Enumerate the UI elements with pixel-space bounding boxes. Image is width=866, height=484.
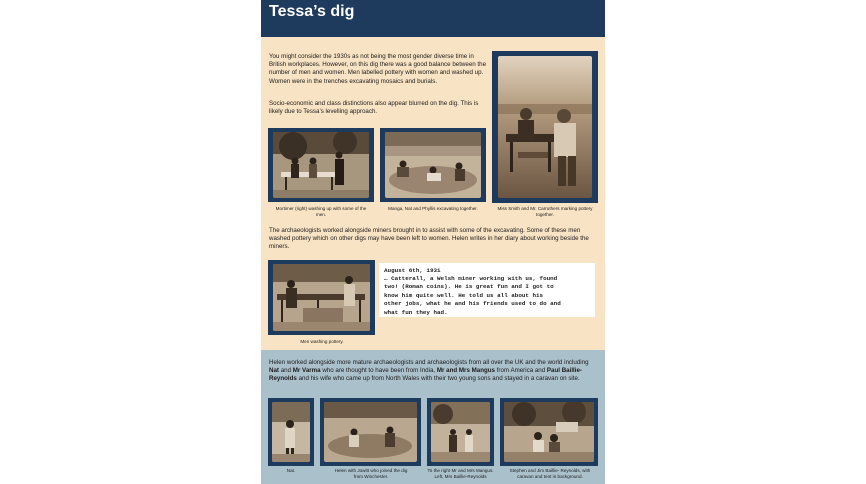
miners-paragraph: The archaeologists worked alongside miners brought in to assist with some of the excavating. Some of these men washed pottery which on other digs may have been left to women. Helen writes in her diary about working beside the miners.: [269, 227, 589, 251]
photo-men-washing: [273, 264, 370, 331]
name-mangus: Mr and Mrs Mangus: [436, 367, 495, 375]
photo-frame-nat: [268, 398, 314, 466]
caption-men-washing: Men washing pottery.: [300, 339, 344, 344]
caption-stephen: Stephen and Jim Baillie- Reynolds, with caravan and tent in background.: [509, 468, 591, 479]
caption-nat: Nat.: [286, 468, 296, 473]
diary-line: two! (Roman coins). He is great fun and I got to: [384, 283, 554, 291]
photo-stephen-jim: [504, 402, 594, 462]
diary-line: … Catterall, a Welsh miner working with us, found: [384, 275, 558, 282]
title-bar: [261, 0, 605, 37]
caption-mangus: To the right Mr and Mrs Mangus. Left, Mrs Baillie-Reynolds: [427, 468, 494, 479]
photo-frame-men: [268, 260, 375, 335]
photo-frame-mangus: [427, 398, 494, 466]
text-segment: and his wife who came up from North Wales with their two young sons and stayed in a caravan on site.: [296, 375, 580, 383]
diary-line: know him quite well. He told us all about his: [384, 291, 544, 299]
photo-frame-helen: [320, 398, 421, 466]
text-segment: and: [278, 367, 293, 375]
photo-mangus: [431, 402, 490, 462]
diary-date: August 6th, 1931: [384, 267, 441, 274]
text-segment: Helen worked alongside more mature archaeologists and archaeologists from all over the UK and the world including: [269, 359, 589, 366]
text-segment: who are thought to have been from India,: [320, 367, 437, 375]
gender-section: [261, 37, 605, 350]
photo-frame-smith: [492, 51, 598, 203]
poster: [261, 0, 605, 484]
name-varma: Mr Varma: [292, 367, 321, 375]
photo-manga-nat-phyllis: [385, 132, 481, 198]
caption-helen: Helen with Jowitt who joined the dig from Winchester.: [334, 468, 408, 479]
photo-helen-jowitt: [324, 402, 417, 462]
text-segment: from America and: [494, 367, 547, 375]
caption-manga: Manga, Nat and Phyllis excavating together.: [388, 206, 478, 211]
diversity-paragraph: [269, 359, 599, 384]
diversity-section: [261, 350, 605, 484]
intro-paragraph-2: Socio-economic and class distinctions also appear blurred on the dig. This is likely due to Tessa’s levelling approach.: [269, 100, 479, 116]
photo-smith-carruthers: [498, 56, 592, 198]
page-title: Tessa’s dig: [269, 3, 355, 20]
name-baillie-reynolds: Paul Baillie-Reynolds: [269, 367, 582, 383]
diary-text: [384, 275, 594, 317]
photo-frame-mortimer: [268, 128, 374, 202]
caption-mortimer: Mortimer (right) washing up with some of the men.: [275, 206, 367, 217]
intro-paragraph-1: You might consider the 1930s as not being the most gender diverse time in British workplaces. However, on this dig there was a good balance between the number of men and women. Men labelled pottery with women and washed up. Women were in the trenches excavating mosaics and burials.: [269, 53, 487, 85]
photo-nat: [272, 402, 310, 462]
diary-line: other jobs, what he and his friends used to do and: [384, 300, 561, 308]
diary-line: what fun they had.: [384, 308, 448, 316]
photo-frame-stephen: [500, 398, 598, 466]
diary-excerpt: [379, 263, 595, 317]
photo-mortimer-washing: [273, 132, 369, 198]
photo-frame-manga: [380, 128, 486, 202]
name-nat: Nat: [269, 367, 279, 375]
caption-smith: Miss Smith and Mr. Carruthers marking pottery together.: [497, 206, 593, 217]
